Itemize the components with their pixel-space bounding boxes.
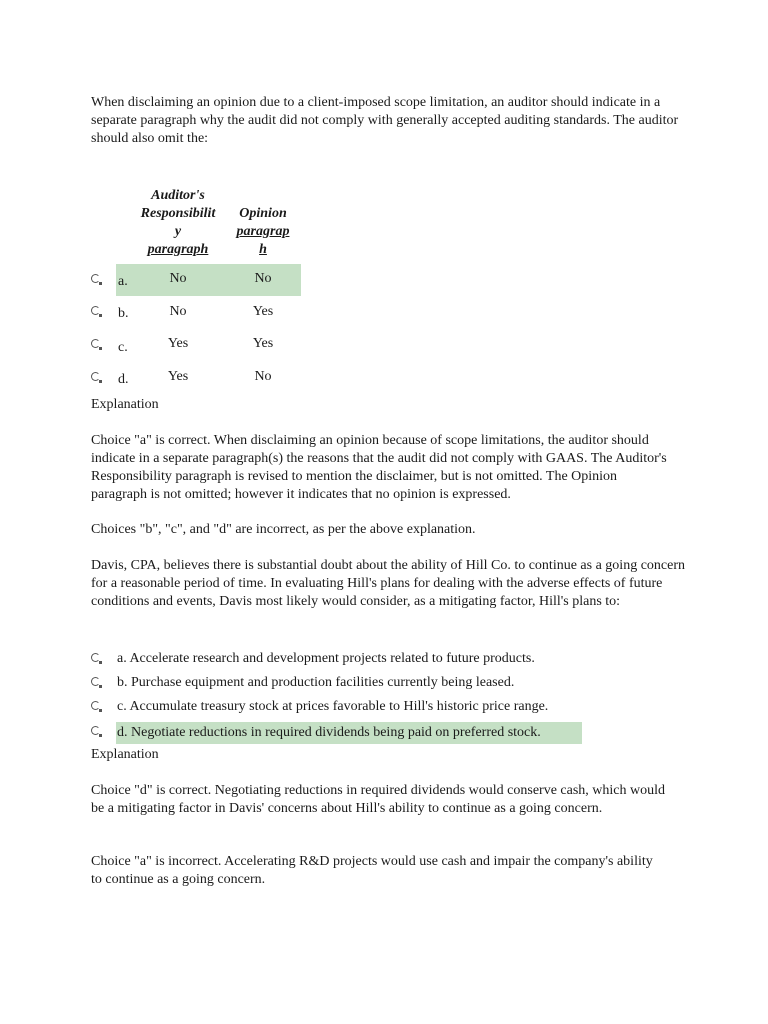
option-a-letter: a. — [118, 274, 128, 289]
header-line: paragraph — [147, 242, 209, 257]
option-d-letter: d. — [118, 372, 129, 387]
q2-option-b-radio[interactable] — [91, 677, 100, 686]
option-a-col2: No — [254, 271, 272, 286]
option-b-radio[interactable] — [91, 306, 100, 315]
question-2-text: Davis, CPA, believes there is substantial doubt about the ability of Hill Co. to continue as a going concern for a reasonable period of time. In evaluating Hill's plans for dealing with the adverse effects of future conditions and events, Davis most likely would consider, as a mitigating factor, Hill's plans to: — [91, 558, 685, 609]
option-a-col1: No — [169, 271, 187, 286]
option-a-radio[interactable] — [91, 274, 100, 283]
explanation-label-2: Explanation — [91, 747, 159, 762]
q2-option-c: c. Accumulate treasury stock at prices favorable to Hill's historic price range. — [117, 699, 549, 714]
option-c-radio[interactable] — [91, 339, 100, 348]
header-line: y — [174, 224, 182, 239]
q2-option-b: b. Purchase equipment and production facilities currently being leased. — [117, 675, 515, 690]
q2-option-a-radio[interactable] — [91, 653, 100, 662]
header-line: Responsibilit — [140, 206, 216, 221]
q2-explanation-1-text: Choice "d" is correct. Negotiating reductions in required dividends would conserve cash, which would be a mitigating factor in Davis' concerns about Hill's ability to continue as a going concern. — [91, 783, 666, 816]
option-d-col2: No — [254, 369, 272, 384]
q2-option-d: d. Negotiate reductions in required dividends being paid on preferred stock. — [117, 725, 541, 740]
explanation-2-text: Choices "b", "c", and "d" are incorrect, as per the above explanation. — [91, 522, 476, 537]
option-b-col1: No — [169, 304, 187, 319]
explanation-label: Explanation — [91, 397, 159, 412]
header-line: Auditor's — [151, 188, 205, 203]
option-c-col2: Yes — [252, 336, 274, 351]
question-1-text: When disclaiming an opinion due to a client-imposed scope limitation, an auditor should indicate in a separate paragraph why the audit did not comply with generally accepted auditing standards. The auditor should also omit the: — [91, 95, 679, 146]
header-line: paragrap — [236, 224, 290, 239]
q2-explanation-2-text: Choice "a" is incorrect. Accelerating R&D projects would use cash and impair the company's ability to continue as a going concern. — [91, 854, 653, 887]
option-c-letter: c. — [118, 340, 128, 355]
option-b-col2: Yes — [252, 304, 274, 319]
column-header-opinion-paragraph — [229, 205, 297, 259]
option-b-letter: b. — [118, 306, 129, 321]
header-line: Opinion — [239, 206, 287, 221]
header-line: h — [259, 242, 267, 257]
q2-option-a: a. Accelerate research and development projects related to future products. — [117, 651, 535, 666]
option-d-col1: Yes — [167, 369, 189, 384]
option-c-col1: Yes — [167, 336, 189, 351]
explanation-1-text: Choice "a" is correct. When disclaiming an opinion because of scope limitations, the auditor should indicate in a separate paragraph(s) the reasons that the audit did not comply with GAAS. The Auditor's Responsibility paragraph is revised to mention the disclaimer, but is not omitted. The Opinion paragraph is not omitted; however it indicates that no opinion is expressed. — [91, 433, 667, 502]
option-d-radio[interactable] — [91, 372, 100, 381]
q2-option-d-radio[interactable] — [91, 726, 100, 735]
q2-option-c-radio[interactable] — [91, 701, 100, 710]
column-header-auditors-responsibility — [133, 187, 223, 259]
